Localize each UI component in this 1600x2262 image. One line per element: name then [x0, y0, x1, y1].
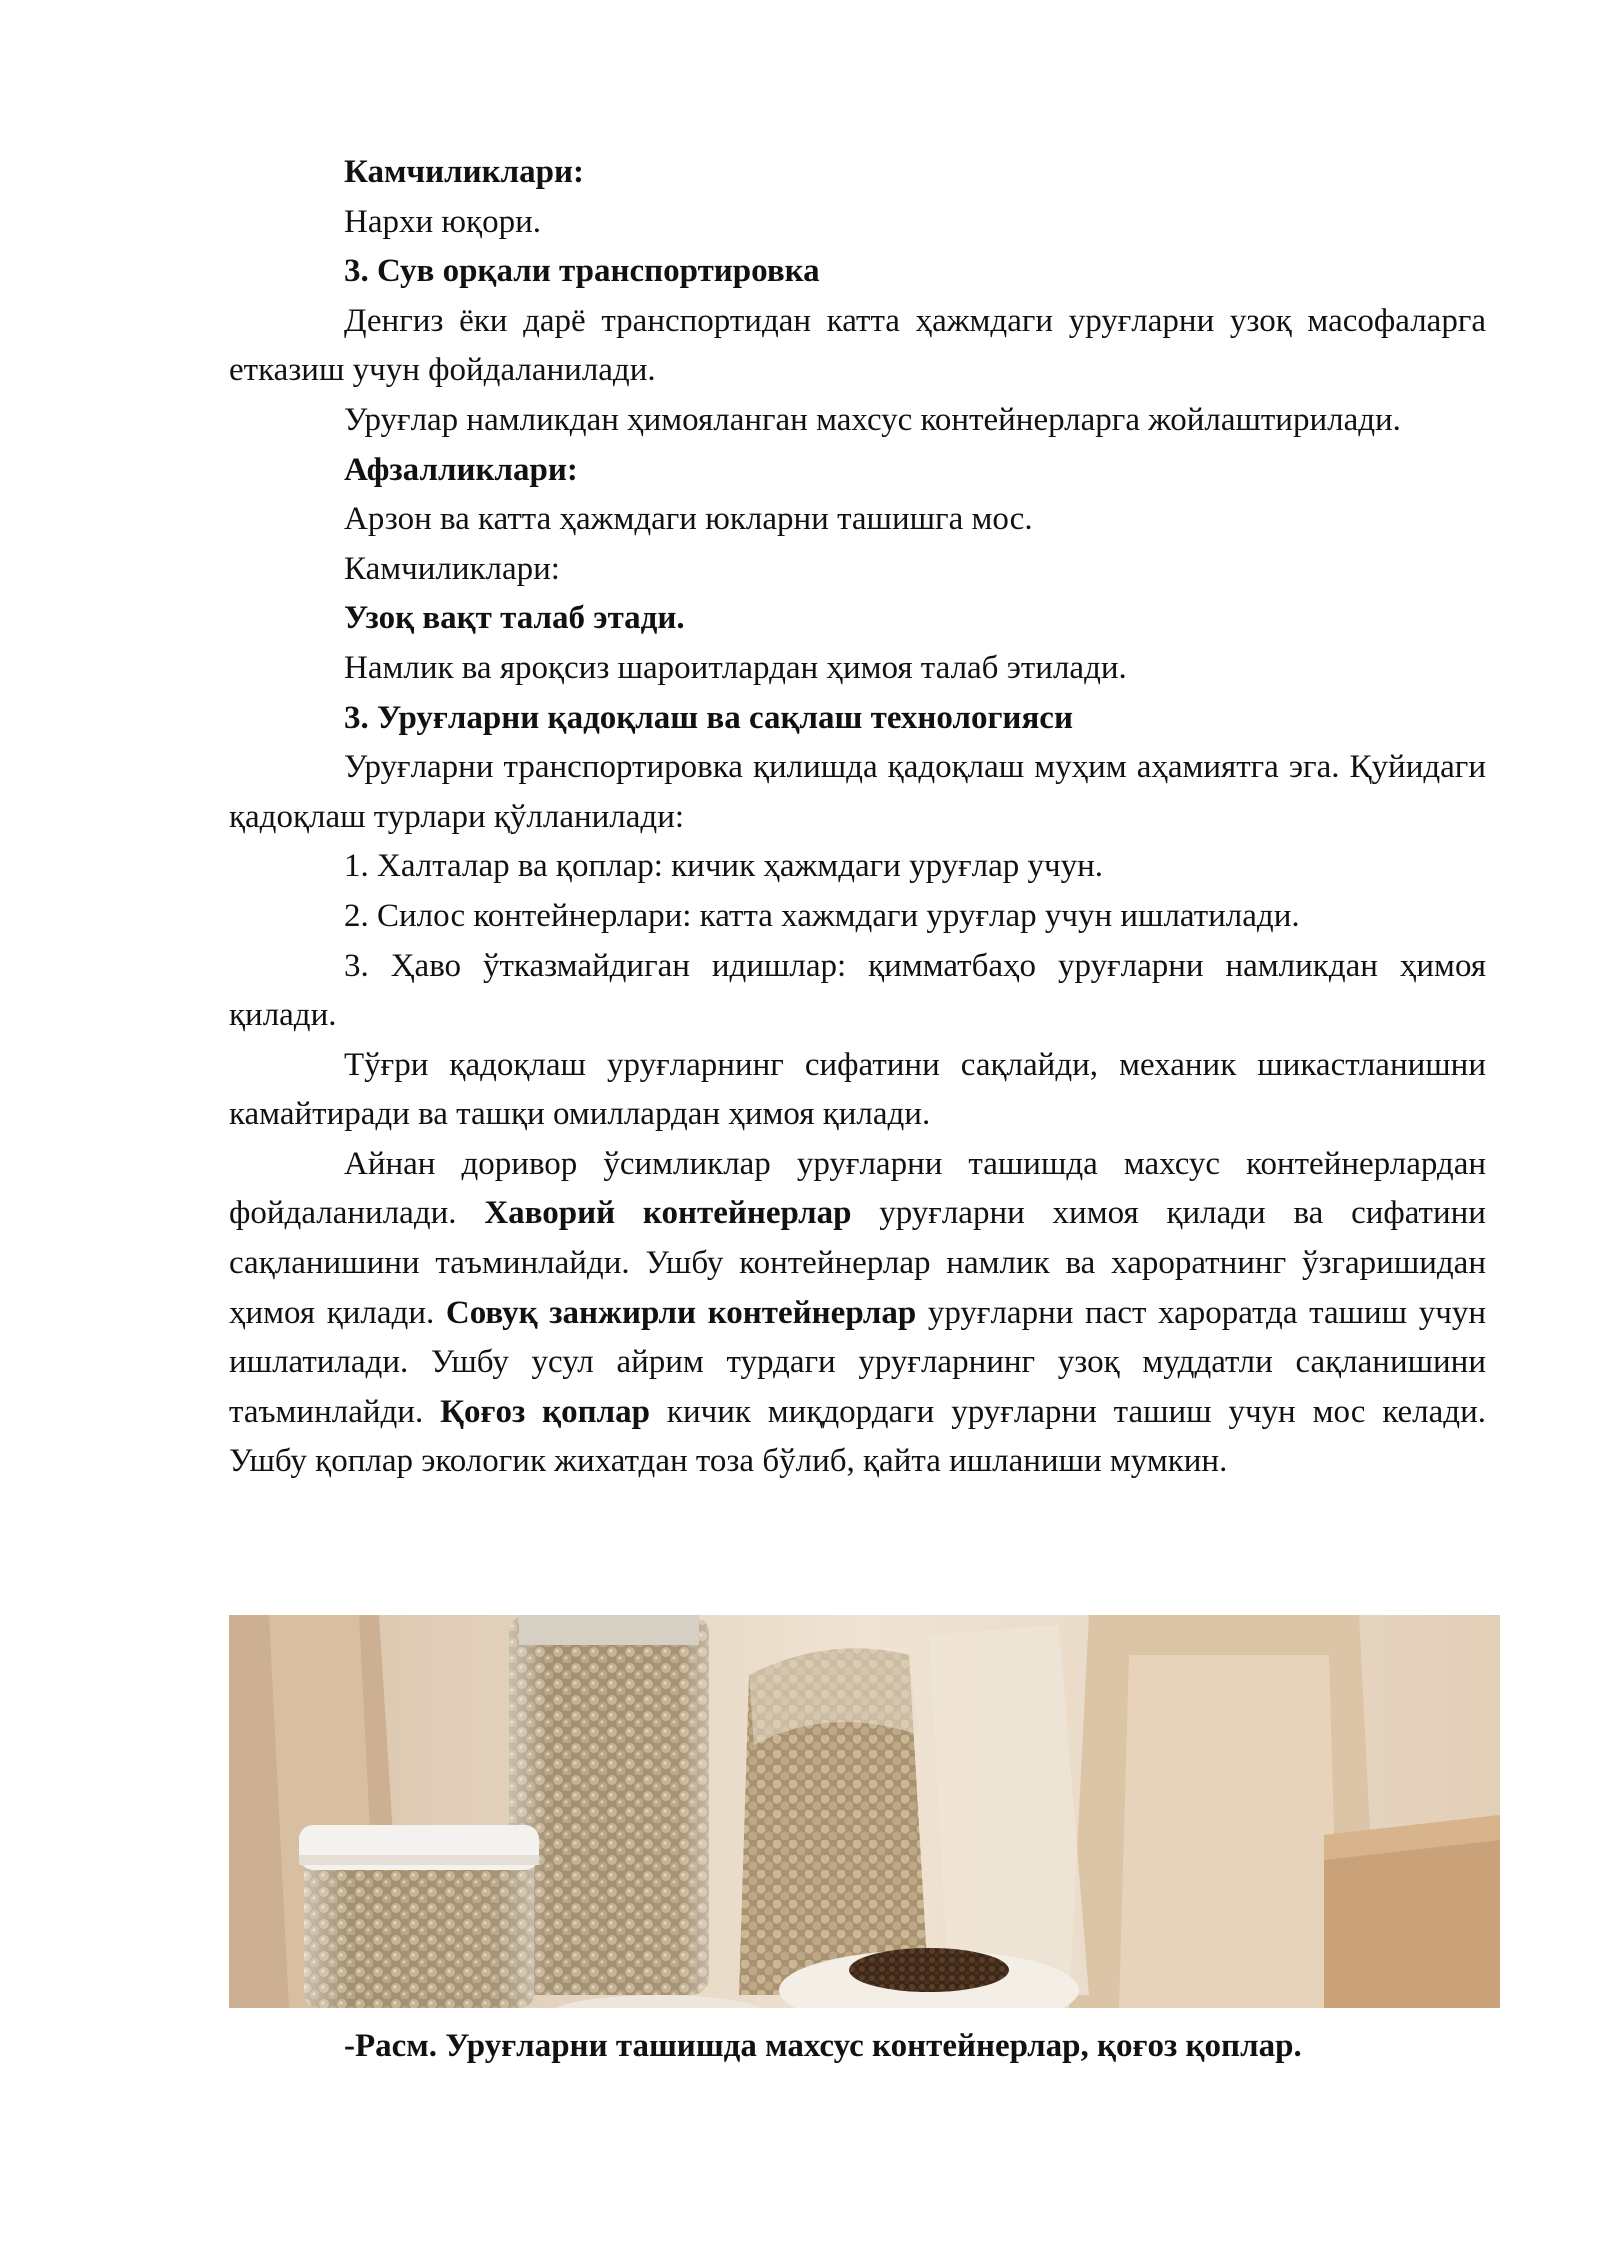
paragraph: Намлик ва яроқсиз шароитлардан ҳимоя талаб этилади. — [344, 649, 1127, 686]
paragraph: Денгиз ёки дарё транспортидан катта ҳажмдаги уруғларни узоқ масофаларга етказиш учун фойдаланилади. — [229, 302, 1486, 389]
text-run: уруғларни паст хароратда ташиш учун ишлатилади. Ушбу усул айрим турдаги уруғларнинг узоқ муддатли сақланишини таъминлайди. — [229, 1294, 1486, 1430]
bold-term: Совуқ занжирли контейнерлар — [445, 1294, 917, 1331]
section-heading-water-transport: 3. Сув орқали транспортировка — [344, 253, 820, 290]
heading-disadvantages-plain: Камчиликлари: — [344, 550, 560, 587]
bold-term: Қоғоз қоплар — [440, 1393, 651, 1430]
bold-statement: Узоқ вақт талаб этади. — [344, 600, 685, 637]
photo-illustration — [229, 1615, 1500, 2008]
paragraph: Уруғларни транспортировка қилишда қадоқлаш муҳим аҳамиятга эга. Қуйидаги қадоқлаш турлари қўлланилади: — [229, 749, 1486, 835]
text-run: уруғларни химоя қилади ва сифатини сақланишини таъминлайди. Ушбу контейнерлар намлик ва хароратнинг ўзгаришидан ҳимоя қилади. — [229, 1195, 1486, 1331]
list-item: 1. Халталар ва қоплар: кичик ҳажмдаги уруғлар учун. — [344, 848, 1104, 885]
list-item: 2. Силос контейнерлари: катта хажмдаги уруғлар учун ишлатилади. — [344, 897, 1300, 934]
section-heading-packaging: 3. Уруғларни қадоқлаш ва сақлаш технологияси — [344, 699, 1073, 736]
bold-term: Хаворий контейнерлар — [484, 1195, 852, 1232]
heading-advantages: Афзалликлари: — [344, 451, 578, 488]
text-run: кичик миқдордаги уруғларни ташиш учун мос келади. Ушбу қоплар экологик жихатдан тоза бўлиб, қайта ишланиши мумкин. — [229, 1393, 1486, 1480]
text-run: Айнан доривор ўсимликлар уруғларни ташишда махсус контейнерлардан фойдаланилади. — [229, 1145, 1486, 1232]
heading-disadvantages: Камчиликлари: — [344, 154, 585, 190]
figure-caption: -Расм. Уруғларни ташишда махсус контейнерлар, қоғоз қоплар. — [344, 2028, 1302, 2064]
paragraph: Арзон ва катта ҳажмдаги юкларни ташишга мос. — [344, 501, 1033, 538]
paragraph: Уруғлар намликдан ҳимояланган махсус контейнерларга жойлаштирилади. — [344, 401, 1401, 438]
list-item: 3. Ҳаво ўтказмайдиган идишлар: қимматбаҳо уруғларни намликдан ҳимоя қилади. — [229, 947, 1486, 1034]
paragraph-containers — [229, 1140, 1486, 1487]
seed-containers-photo — [229, 1615, 1500, 2008]
paragraph: Нархи юқори. — [344, 203, 541, 240]
document-body — [229, 148, 1486, 1487]
paragraph: Тўғри қадоқлаш уруғларнинг сифатини сақлайди, механик шикастланишни камайтиради ва ташқи омиллардан ҳимоя қилади. — [229, 1046, 1486, 1133]
